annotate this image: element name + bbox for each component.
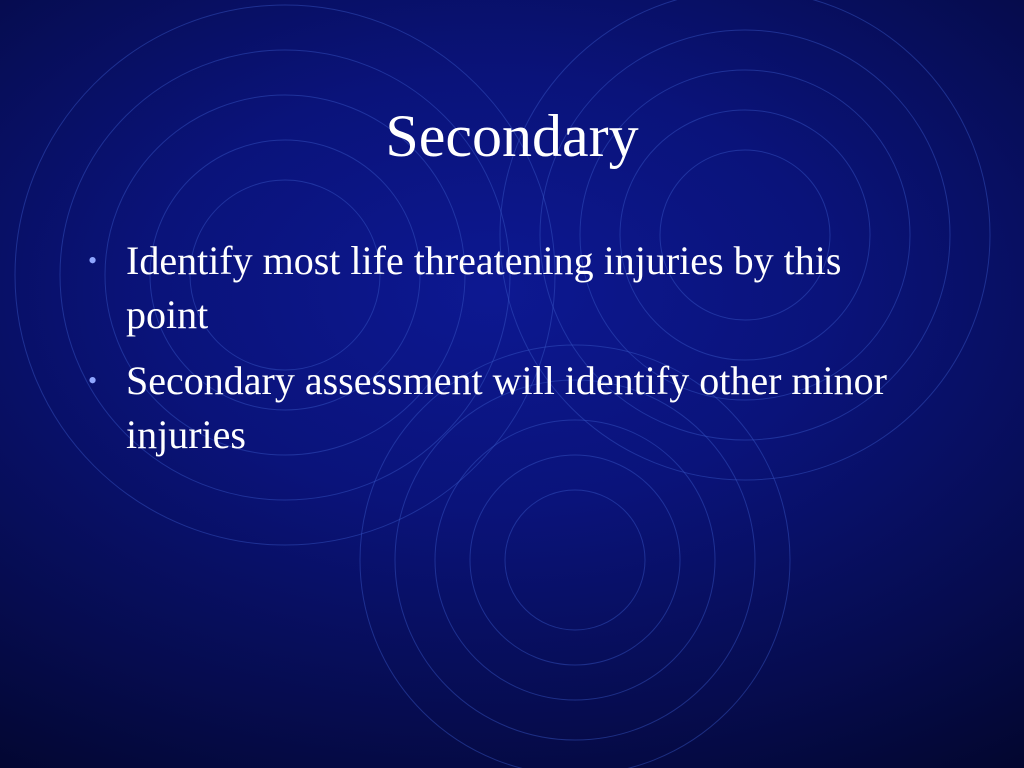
bullet-marker-icon: • bbox=[88, 246, 98, 275]
ring-bottom-4 bbox=[470, 455, 680, 665]
bullet-list bbox=[88, 234, 908, 474]
bullet-item-1 bbox=[88, 234, 908, 342]
ring-bottom-5 bbox=[505, 490, 645, 630]
bullet-marker-icon: • bbox=[88, 366, 98, 395]
bullet-text: Secondary assessment will identify other minor injuries bbox=[126, 358, 887, 457]
slide-title: Secondary bbox=[385, 103, 639, 169]
bullet-item-2 bbox=[88, 354, 908, 462]
bullet-text: Identify most life threatening injuries by this point bbox=[126, 238, 842, 337]
